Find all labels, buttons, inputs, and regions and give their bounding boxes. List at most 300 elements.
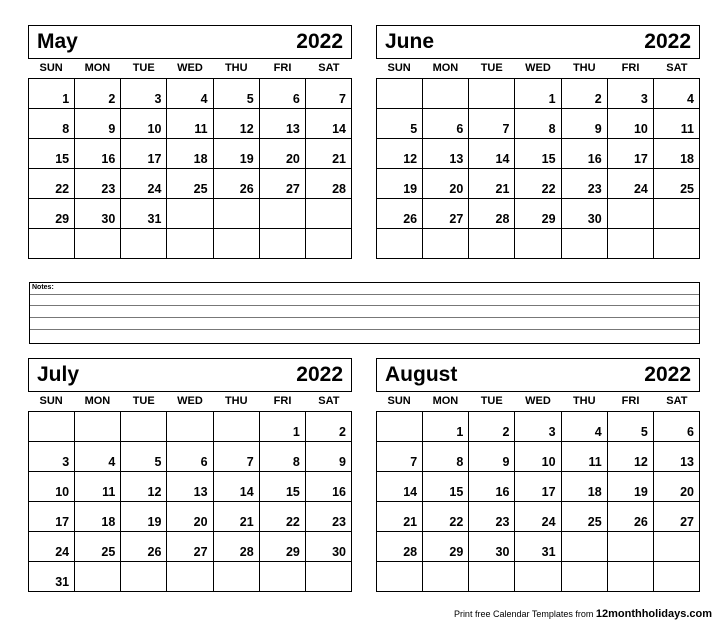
day-cell[interactable] xyxy=(167,472,213,502)
day-number: 13 xyxy=(193,485,208,499)
day-cell[interactable] xyxy=(259,442,305,472)
day-cell[interactable] xyxy=(259,199,305,229)
day-cell[interactable] xyxy=(29,412,75,442)
day-cell[interactable] xyxy=(29,532,75,562)
day-number: 4 xyxy=(108,455,116,469)
day-cell[interactable] xyxy=(29,139,75,169)
day-cell[interactable] xyxy=(213,532,259,562)
day-cell[interactable] xyxy=(423,412,469,442)
day-cell[interactable] xyxy=(653,412,699,442)
day-cell[interactable] xyxy=(515,412,561,442)
day-number: 27 xyxy=(285,182,300,196)
day-cell[interactable] xyxy=(75,229,121,259)
day-cell[interactable] xyxy=(213,442,259,472)
day-cell[interactable] xyxy=(259,79,305,109)
day-cell[interactable] xyxy=(305,442,351,472)
day-cell[interactable] xyxy=(29,109,75,139)
day-cell[interactable] xyxy=(259,109,305,139)
day-number: 23 xyxy=(101,182,116,196)
day-cell[interactable] xyxy=(213,562,259,592)
day-number: 8 xyxy=(548,122,556,136)
day-number: 11 xyxy=(102,485,116,499)
day-number: 16 xyxy=(332,485,346,499)
day-cell[interactable] xyxy=(213,502,259,532)
day-cell[interactable] xyxy=(305,502,351,532)
week-row xyxy=(29,109,352,139)
day-cell[interactable] xyxy=(29,442,75,472)
day-number: 30 xyxy=(587,212,602,226)
day-cell[interactable] xyxy=(167,532,213,562)
month-name: July xyxy=(37,363,80,386)
day-cell[interactable] xyxy=(653,532,699,562)
day-cell[interactable] xyxy=(305,229,351,259)
day-number: 21 xyxy=(495,182,510,196)
day-cell[interactable] xyxy=(259,169,305,199)
day-number: 5 xyxy=(154,455,162,469)
day-cell[interactable] xyxy=(423,169,469,199)
week-row xyxy=(377,79,700,109)
day-number: 7 xyxy=(410,455,418,469)
weekday-label: TUE xyxy=(132,62,155,74)
day-cell[interactable] xyxy=(213,412,259,442)
day-number: 24 xyxy=(55,545,70,559)
day-cell[interactable] xyxy=(259,502,305,532)
day-cell[interactable] xyxy=(423,229,469,259)
day-number: 19 xyxy=(403,182,418,196)
day-number: 28 xyxy=(495,212,510,226)
day-cell[interactable] xyxy=(121,532,167,562)
week-row xyxy=(29,562,352,592)
day-cell[interactable] xyxy=(121,139,167,169)
day-number: 9 xyxy=(339,455,346,469)
day-number: 25 xyxy=(193,182,208,196)
day-cell[interactable] xyxy=(653,109,699,139)
day-number: 31 xyxy=(147,212,162,226)
day-cell[interactable] xyxy=(423,79,469,109)
day-cell[interactable] xyxy=(653,472,699,502)
day-number: 18 xyxy=(193,152,208,166)
day-cell[interactable] xyxy=(213,139,259,169)
day-number: 5 xyxy=(640,425,648,439)
day-cell[interactable] xyxy=(75,532,121,562)
year-label: 2022 xyxy=(644,30,691,53)
day-number: 2 xyxy=(339,425,346,439)
day-cell[interactable] xyxy=(607,109,653,139)
day-cell[interactable] xyxy=(469,199,515,229)
day-cell[interactable] xyxy=(515,109,561,139)
day-number: 23 xyxy=(332,515,346,529)
day-number: 10 xyxy=(633,122,648,136)
day-number: 19 xyxy=(147,515,162,529)
note-line xyxy=(30,294,699,295)
day-cell[interactable] xyxy=(653,139,699,169)
day-cell[interactable] xyxy=(561,532,607,562)
day-cell[interactable] xyxy=(29,79,75,109)
day-number: 22 xyxy=(55,182,70,196)
day-number: 29 xyxy=(55,212,70,226)
day-cell[interactable] xyxy=(259,412,305,442)
day-cell[interactable] xyxy=(653,442,699,472)
day-number: 5 xyxy=(410,122,418,136)
day-cell[interactable] xyxy=(561,109,607,139)
day-number: 21 xyxy=(239,515,254,529)
day-cell[interactable] xyxy=(377,79,423,109)
day-number: 14 xyxy=(495,152,510,166)
weekday-label: THU xyxy=(572,62,596,74)
weekday-label: SAT xyxy=(666,395,688,407)
day-number: 26 xyxy=(239,182,254,196)
day-cell[interactable] xyxy=(305,169,351,199)
day-number: 7 xyxy=(502,122,510,136)
day-number: 24 xyxy=(541,515,556,529)
day-number: 14 xyxy=(332,122,346,136)
day-cell[interactable] xyxy=(75,412,121,442)
day-number: 30 xyxy=(101,212,116,226)
day-cell[interactable] xyxy=(75,199,121,229)
day-number: 23 xyxy=(587,182,602,196)
day-number: 9 xyxy=(108,122,116,136)
day-number: 5 xyxy=(246,92,254,106)
day-cell[interactable] xyxy=(167,229,213,259)
day-cell[interactable] xyxy=(515,199,561,229)
week-row xyxy=(29,169,352,199)
day-cell[interactable] xyxy=(121,229,167,259)
day-cell[interactable] xyxy=(515,532,561,562)
day-number: 11 xyxy=(194,122,208,136)
footer-brand-link[interactable]: 12monthholidays.com xyxy=(595,608,712,620)
day-cell[interactable] xyxy=(607,532,653,562)
weekday-label: TUE xyxy=(480,62,503,74)
note-line xyxy=(30,329,699,330)
day-cell[interactable] xyxy=(561,169,607,199)
day-cell[interactable] xyxy=(423,502,469,532)
day-number: 12 xyxy=(633,455,648,469)
day-number: 9 xyxy=(594,122,602,136)
day-cell[interactable] xyxy=(423,139,469,169)
day-cell[interactable] xyxy=(607,169,653,199)
day-number: 25 xyxy=(587,515,602,529)
notes-box[interactable] xyxy=(29,282,700,344)
day-cell[interactable] xyxy=(167,562,213,592)
day-cell[interactable] xyxy=(75,79,121,109)
day-cell[interactable] xyxy=(607,139,653,169)
day-cell[interactable] xyxy=(561,412,607,442)
day-cell[interactable] xyxy=(305,79,351,109)
day-cell[interactable] xyxy=(423,199,469,229)
day-cell[interactable] xyxy=(121,502,167,532)
day-cell[interactable] xyxy=(607,79,653,109)
day-cell[interactable] xyxy=(469,169,515,199)
day-number: 29 xyxy=(449,545,464,559)
day-cell[interactable] xyxy=(167,199,213,229)
day-number: 16 xyxy=(587,152,602,166)
day-cell[interactable] xyxy=(75,502,121,532)
day-cell[interactable] xyxy=(423,562,469,592)
day-number: 18 xyxy=(587,485,602,499)
footer-credit xyxy=(454,608,712,620)
day-cell[interactable] xyxy=(167,502,213,532)
day-cell[interactable] xyxy=(75,562,121,592)
day-cell[interactable] xyxy=(423,532,469,562)
day-cell[interactable] xyxy=(515,472,561,502)
day-cell[interactable] xyxy=(423,472,469,502)
day-number: 7 xyxy=(246,455,254,469)
day-cell[interactable] xyxy=(121,169,167,199)
day-cell[interactable] xyxy=(607,562,653,592)
day-cell[interactable] xyxy=(213,472,259,502)
day-grid xyxy=(28,78,352,259)
day-cell[interactable] xyxy=(75,109,121,139)
day-cell[interactable] xyxy=(213,169,259,199)
weekday-label: TUE xyxy=(480,395,503,407)
day-cell[interactable] xyxy=(213,109,259,139)
day-number: 21 xyxy=(403,515,418,529)
day-cell[interactable] xyxy=(305,412,351,442)
week-row xyxy=(377,502,700,532)
day-cell[interactable] xyxy=(653,169,699,199)
day-cell[interactable] xyxy=(607,502,653,532)
week-row xyxy=(377,532,700,562)
day-cell[interactable] xyxy=(561,229,607,259)
weekday-label: MON xyxy=(432,62,459,74)
day-cell[interactable] xyxy=(121,412,167,442)
day-cell[interactable] xyxy=(515,139,561,169)
day-number: 1 xyxy=(62,92,70,106)
day-cell[interactable] xyxy=(259,139,305,169)
day-cell[interactable] xyxy=(377,109,423,139)
day-cell[interactable] xyxy=(607,199,653,229)
day-number: 2 xyxy=(108,92,116,106)
day-cell[interactable] xyxy=(653,502,699,532)
day-cell[interactable] xyxy=(469,109,515,139)
day-cell[interactable] xyxy=(377,229,423,259)
day-cell[interactable] xyxy=(515,442,561,472)
day-cell[interactable] xyxy=(377,199,423,229)
day-cell[interactable] xyxy=(653,199,699,229)
day-cell[interactable] xyxy=(515,79,561,109)
month-header xyxy=(28,25,352,59)
day-number: 6 xyxy=(456,122,464,136)
day-grid xyxy=(28,411,352,592)
day-number: 7 xyxy=(339,92,346,106)
day-cell[interactable] xyxy=(561,472,607,502)
day-number: 23 xyxy=(495,515,510,529)
day-number: 6 xyxy=(687,425,694,439)
day-cell[interactable] xyxy=(469,472,515,502)
day-number: 14 xyxy=(239,485,254,499)
day-cell[interactable] xyxy=(561,442,607,472)
day-cell[interactable] xyxy=(469,442,515,472)
weekday-header-row xyxy=(28,59,352,77)
day-number: 2 xyxy=(594,92,602,106)
week-row xyxy=(29,442,352,472)
week-row xyxy=(29,502,352,532)
day-cell[interactable] xyxy=(121,109,167,139)
day-cell[interactable] xyxy=(653,562,699,592)
week-row xyxy=(377,442,700,472)
day-cell[interactable] xyxy=(561,139,607,169)
weekday-label: SAT xyxy=(318,395,340,407)
day-cell[interactable] xyxy=(167,139,213,169)
day-cell[interactable] xyxy=(607,229,653,259)
weekday-label: THU xyxy=(224,395,248,407)
weekday-label: WED xyxy=(177,395,203,407)
day-cell[interactable] xyxy=(515,502,561,532)
day-cell[interactable] xyxy=(469,562,515,592)
day-cell[interactable] xyxy=(423,109,469,139)
day-cell[interactable] xyxy=(75,139,121,169)
day-cell[interactable] xyxy=(121,442,167,472)
weekday-label: SUN xyxy=(39,395,63,407)
day-number: 28 xyxy=(332,182,346,196)
weekday-label: THU xyxy=(572,395,596,407)
month-name: August xyxy=(385,363,458,386)
day-cell[interactable] xyxy=(259,472,305,502)
day-number: 4 xyxy=(594,425,602,439)
day-cell[interactable] xyxy=(75,442,121,472)
day-number: 20 xyxy=(193,515,208,529)
day-cell[interactable] xyxy=(29,229,75,259)
day-cell[interactable] xyxy=(377,412,423,442)
day-cell[interactable] xyxy=(423,442,469,472)
weekday-label: MON xyxy=(84,62,111,74)
day-number: 8 xyxy=(456,455,464,469)
day-cell[interactable] xyxy=(29,199,75,229)
day-cell[interactable] xyxy=(213,199,259,229)
day-cell[interactable] xyxy=(29,472,75,502)
day-number: 20 xyxy=(285,152,300,166)
day-cell[interactable] xyxy=(561,502,607,532)
day-cell[interactable] xyxy=(305,199,351,229)
weekday-header-row xyxy=(376,392,700,410)
day-cell[interactable] xyxy=(167,79,213,109)
day-number: 26 xyxy=(633,515,648,529)
day-cell[interactable] xyxy=(213,229,259,259)
day-number: 9 xyxy=(502,455,510,469)
week-row xyxy=(29,532,352,562)
day-cell[interactable] xyxy=(121,562,167,592)
weekday-label: TUE xyxy=(132,395,155,407)
day-grid xyxy=(376,411,700,592)
day-cell[interactable] xyxy=(29,562,75,592)
day-cell[interactable] xyxy=(121,79,167,109)
day-cell[interactable] xyxy=(377,442,423,472)
day-cell[interactable] xyxy=(121,472,167,502)
day-cell[interactable] xyxy=(75,472,121,502)
day-cell[interactable] xyxy=(653,229,699,259)
day-cell[interactable] xyxy=(377,532,423,562)
day-cell[interactable] xyxy=(167,169,213,199)
day-cell[interactable] xyxy=(561,79,607,109)
day-cell[interactable] xyxy=(377,139,423,169)
weekday-header-row xyxy=(376,59,700,77)
day-number: 6 xyxy=(292,92,300,106)
day-cell[interactable] xyxy=(213,79,259,109)
day-number: 29 xyxy=(541,212,556,226)
day-cell[interactable] xyxy=(259,562,305,592)
weekday-label: THU xyxy=(224,62,248,74)
weekday-label: FRI xyxy=(273,395,292,407)
day-cell[interactable] xyxy=(469,79,515,109)
year-label: 2022 xyxy=(296,363,343,386)
day-cell[interactable] xyxy=(561,199,607,229)
week-row xyxy=(29,79,352,109)
day-number: 14 xyxy=(403,485,418,499)
day-cell[interactable] xyxy=(121,199,167,229)
day-cell[interactable] xyxy=(377,169,423,199)
day-cell[interactable] xyxy=(515,169,561,199)
week-row xyxy=(377,472,700,502)
day-number: 22 xyxy=(285,515,300,529)
day-cell[interactable] xyxy=(75,169,121,199)
day-cell[interactable] xyxy=(607,442,653,472)
day-cell[interactable] xyxy=(305,139,351,169)
week-row xyxy=(377,412,700,442)
day-number: 2 xyxy=(502,425,510,439)
day-cell[interactable] xyxy=(305,472,351,502)
day-cell[interactable] xyxy=(515,562,561,592)
day-cell[interactable] xyxy=(561,562,607,592)
day-number: 31 xyxy=(55,575,70,589)
day-cell[interactable] xyxy=(515,229,561,259)
day-cell[interactable] xyxy=(377,472,423,502)
week-row xyxy=(377,139,700,169)
day-number: 12 xyxy=(403,152,418,166)
day-number: 15 xyxy=(285,485,300,499)
day-cell[interactable] xyxy=(305,532,351,562)
week-row xyxy=(377,199,700,229)
day-cell[interactable] xyxy=(653,79,699,109)
day-cell[interactable] xyxy=(305,562,351,592)
day-cell[interactable] xyxy=(29,169,75,199)
day-cell[interactable] xyxy=(607,412,653,442)
day-number: 27 xyxy=(680,515,694,529)
day-number: 20 xyxy=(680,485,694,499)
day-cell[interactable] xyxy=(167,109,213,139)
day-number: 1 xyxy=(292,425,300,439)
day-cell[interactable] xyxy=(377,562,423,592)
day-cell[interactable] xyxy=(29,502,75,532)
day-cell[interactable] xyxy=(377,502,423,532)
day-number: 12 xyxy=(239,122,254,136)
day-cell[interactable] xyxy=(469,229,515,259)
day-grid xyxy=(376,78,700,259)
day-cell[interactable] xyxy=(259,229,305,259)
day-cell[interactable] xyxy=(469,532,515,562)
day-cell[interactable] xyxy=(469,139,515,169)
day-number: 30 xyxy=(495,545,510,559)
day-cell[interactable] xyxy=(607,472,653,502)
month-name: June xyxy=(385,30,435,53)
day-number: 27 xyxy=(449,212,464,226)
day-cell[interactable] xyxy=(167,412,213,442)
day-cell[interactable] xyxy=(259,532,305,562)
day-number: 17 xyxy=(633,152,648,166)
day-number: 16 xyxy=(495,485,510,499)
day-number: 1 xyxy=(548,92,556,106)
day-cell[interactable] xyxy=(469,502,515,532)
day-cell[interactable] xyxy=(469,412,515,442)
week-row xyxy=(29,229,352,259)
day-cell[interactable] xyxy=(305,109,351,139)
day-number: 18 xyxy=(101,515,116,529)
day-number: 11 xyxy=(680,122,694,136)
weekday-header-row xyxy=(28,392,352,410)
weekday-label: SAT xyxy=(666,62,688,74)
day-number: 1 xyxy=(456,425,464,439)
day-number: 15 xyxy=(449,485,464,499)
day-cell[interactable] xyxy=(167,442,213,472)
